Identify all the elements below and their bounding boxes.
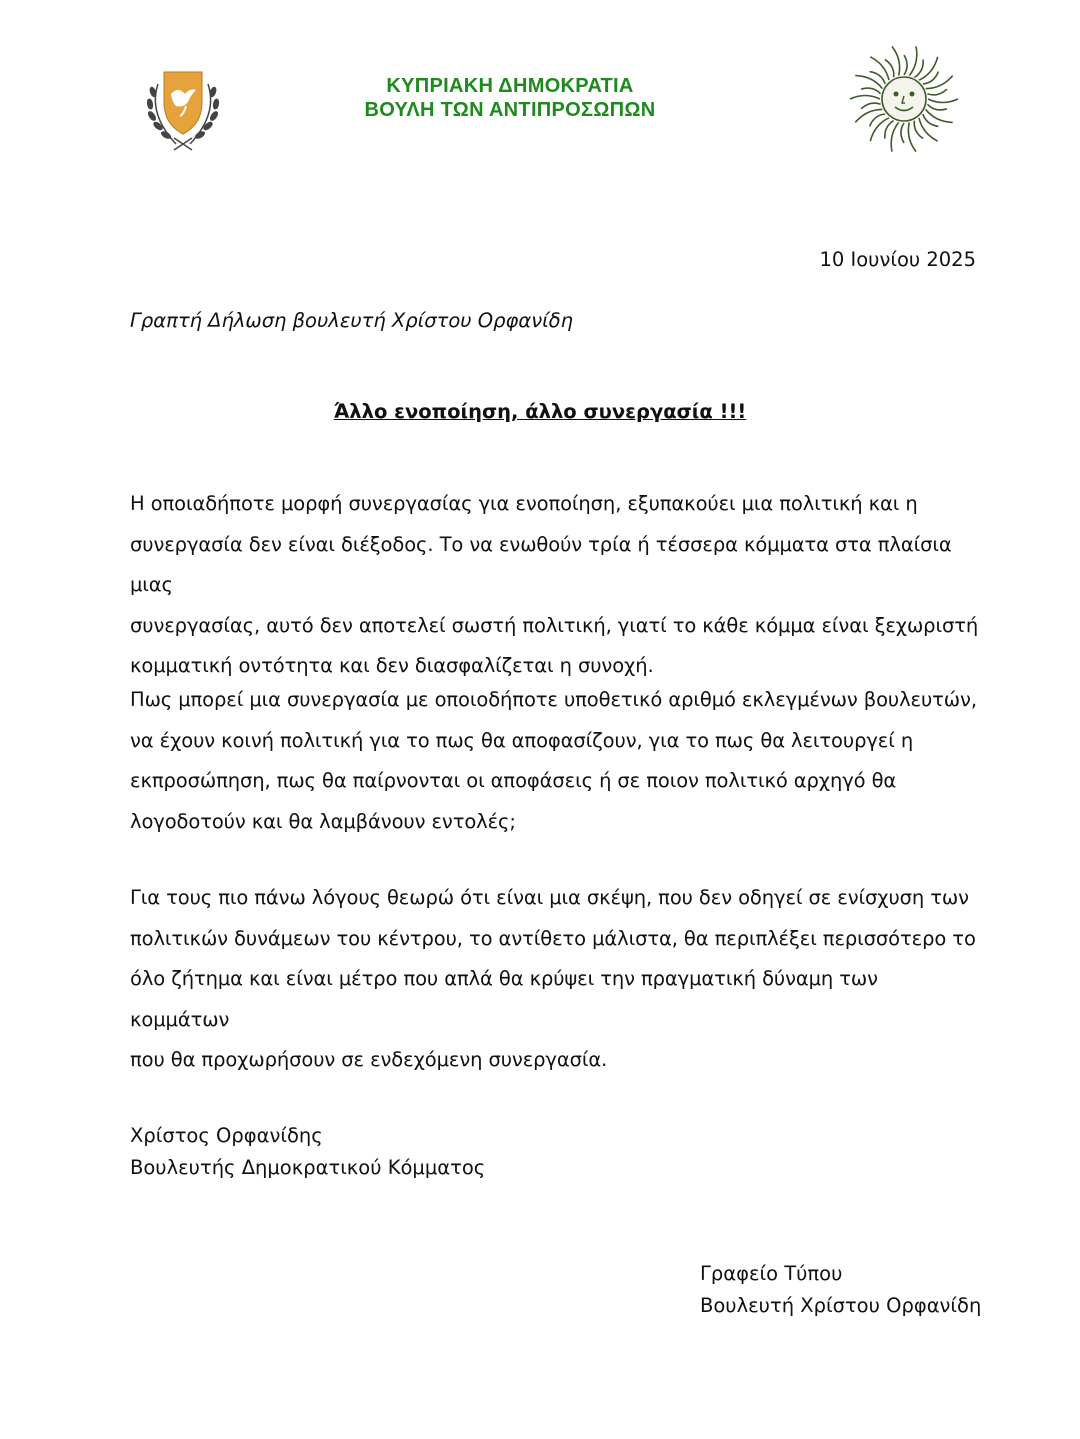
sun-ray: [923, 72, 939, 84]
paragraph-line: εκπροσώπηση, πως θα παίρνονται οι αποφάσεις ή σε ποιον πολιτικό αρχηγό θα: [130, 769, 897, 792]
sun-ray: [850, 96, 880, 100]
paragraph-1: [130, 484, 980, 687]
sun-ray: [861, 103, 881, 109]
header-line-2: ΒΟΥΛΗ ΤΩΝ ΑΝΤΙΠΡΟΣΩΠΩΝ: [364, 99, 656, 121]
sun-ray: [928, 99, 958, 103]
paragraph-line: λογοδοτούν και θα λαμβάνουν εντολές;: [130, 809, 516, 833]
sun-ray: [885, 59, 894, 77]
paragraph-line: να έχουν κοινή πολιτική για το πως θα αποφασίζουν, για το πως θα λειτουργεί η: [130, 728, 914, 752]
paragraph-3: [130, 878, 980, 1081]
document-subtitle: Γραπτή Δήλωση βουλευτή Χρίστου Ορφανίδη: [130, 309, 574, 332]
signatory-role: Βουλευτής Δημοκρατικού Κόμματος: [130, 1156, 486, 1179]
paragraph-2: [130, 680, 980, 842]
sun-ray: [870, 72, 886, 84]
press-office-line-2: Βουλευτή Χρίστου Ορφανίδη: [700, 1294, 982, 1317]
signature-block: [130, 1120, 485, 1184]
document-title: Άλλο ενοποίηση, άλλο συνεργασία !!!: [333, 400, 747, 423]
paragraph-line: κομματική οντότητα και δεν διασφαλίζεται η συνοχή.: [130, 654, 654, 677]
sun-emblem-icon: [848, 40, 960, 158]
signatory-name: Χρίστος Ορφανίδης: [130, 1124, 323, 1147]
sun-ray: [904, 55, 907, 75]
header-line-1: ΚΥΠΡΙΑΚΗ ΔΗΜΟΚΡΑΤΙΑ: [386, 75, 634, 97]
sun-ray: [927, 89, 947, 95]
paragraph-line: που θα προχωρήσουν σε ενδεχόμενη συνεργασία.: [130, 1048, 608, 1071]
paragraph-line: όλο ζήτημα και είναι μέτρο που απλά θα κρύψει την πραγματική δύναμη των κομμάτων: [130, 967, 878, 1031]
press-office-line-1: Γραφείο Τύπου: [700, 1262, 843, 1285]
sun-ray: [914, 121, 923, 139]
sun-ray: [927, 104, 947, 110]
institution-header: [300, 74, 720, 122]
sun-ray: [891, 122, 899, 151]
paragraph-line: Πως μπορεί μια συνεργασία με οποιοδήποτε υποθετικό αριθμό εκλεγμένων βουλευτών,: [130, 688, 977, 711]
paragraph-line: Για τους πιο πάνω λόγους θεωρώ ότι είναι μια σκέψη, που δεν οδηγεί σε ενίσχυση των: [130, 886, 969, 909]
sun-ray: [909, 46, 917, 75]
sun-ray: [870, 114, 886, 126]
sun-ray: [926, 109, 953, 122]
sun-ray: [901, 123, 904, 143]
cyprus-coat-of-arms-icon: [138, 64, 228, 154]
paragraph-line: πολιτικών δυνάμεων του κέντρου, το αντίθετο μάλιστα, θα περιπλέξει περισσότερο το: [130, 926, 976, 950]
sun-ray: [855, 76, 882, 89]
paragraph-line: συνεργασία δεν είναι διέξοδος. Το να ενωθούν τρία ή τέσσερα κόμματα στα πλαίσια μιας: [130, 532, 952, 596]
press-office-block: [700, 1258, 981, 1322]
document-date: 10 Ιουνίου 2025: [819, 248, 976, 271]
sun-ray: [923, 114, 939, 126]
sun-ray: [861, 88, 881, 94]
paragraph-line: συνεργασίας, αυτό δεν αποτελεί σωστή πολιτική, γιατί το κάθε κόμμα είναι ξεχωριστή: [130, 613, 979, 637]
paragraph-line: Η οποιαδήποτε μορφή συνεργασίας για ενοποίηση, εξυπακούει μια πολιτική και η: [130, 492, 918, 515]
